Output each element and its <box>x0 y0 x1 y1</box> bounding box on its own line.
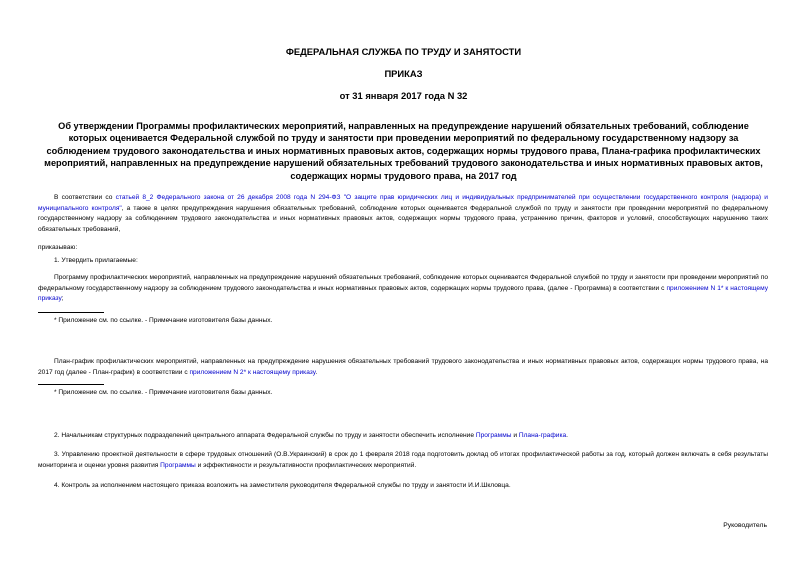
footnote-divider <box>38 312 104 313</box>
plan-schedule-link[interactable]: Плана-графика <box>518 432 567 439</box>
item-2-text: 2. Начальникам структурных подразделений центрального аппарата Федеральной службы по труду и занятости обеспечить исполнение <box>54 432 476 439</box>
item-3-text: 3. Управлению проектной деятельности в сфере трудовых отношений (О.В.Украинский) в срок до 1 февраля 2018 года подготовить доклад об итогах профилактической работы за год, который должен включать в себя результаты мониторинга и оценки уровня развития <box>38 451 768 469</box>
item-2 <box>38 431 768 442</box>
item-1: 1. Утвердить прилагаемые: <box>54 257 138 264</box>
plan-text: План-график профилактических мероприятий, направленных на предупреждение нарушения обязательных требований трудового законодательства и иных нормативных правовых актов, содержащих нормы трудового права, на 2017 год (далее - План-график) в соответствии с <box>38 358 768 376</box>
preamble-paragraph <box>38 193 768 235</box>
document-title: Об утверждении Программы профилактических мероприятий, направленных на предупреждение нарушений обязательных требований, соблюдение которых оценивается Федеральной службой по труду и занятости при проведении мероприятий по федеральному государственному надзору за соблюдением трудового законодательства и иных нормативных правовых актов, содержащих нормы трудового права, Плана-графика профилактических мероприятий, направленных на предупреждение нарушений обязательных требований трудового законодательства и иных нормативных правовых актов, содержащих нормы трудового права, на 2017 год <box>44 121 763 181</box>
item-3 <box>38 450 768 471</box>
law-link[interactable]: статьей 8_2 Федерального закона от 26 декабря 2008 года N 294-ФЗ "О защите прав юридических лиц и индивидуальных предпринимателей при осуществлении государственного контроля (надзора) и муниципального контроля" <box>38 194 768 212</box>
signature-title: Руководитель <box>723 522 767 529</box>
item-3-end: и эффективности и результативности профилактических мероприятий. <box>195 461 417 469</box>
program-text: Программу профилактических мероприятий, направленных на предупреждение нарушений обязательных требований, соблюдение которых оценивается Федеральной службой по труду и занятости при проведении мероприятий по федеральному государственному надзору за соблюдением трудового законодательства и иных нормативных правовых актов, содержащих нормы трудового права, (далее - Программа) в соответствии с <box>38 274 768 292</box>
item-2-and: и <box>511 432 519 439</box>
preamble-text-cont: , а также в целях предупреждения нарушения обязательных требований, соблюдение которых оценивается Федеральной службой по труду и занятости при проведении мероприятий по федеральному государственному надзору за соблюдением трудового законодательства и иных нормативных правовых актов, содержащих нормы трудового права, устранению причин, факторов и условий, способствующих нарушению таких обязательных требований, <box>38 204 769 233</box>
item-4: 4. Контроль за исполнением настоящего приказа возложить на заместителя руководителя Федеральной службы по труду и занятости И.И.Шкловца. <box>54 482 511 489</box>
footnote-2: * Приложение см. по ссылке. - Примечание изготовителя базы данных. <box>54 389 273 396</box>
footnote-1: * Приложение см. по ссылке. - Примечание изготовителя базы данных. <box>54 317 273 324</box>
doc-type: ПРИКАЗ <box>384 68 423 79</box>
order-word: приказываю: <box>38 244 78 251</box>
program-link[interactable]: Программы <box>475 432 512 439</box>
appendix-2-link[interactable]: приложением N 2* к настоящему приказу <box>189 368 316 376</box>
program-paragraph <box>38 273 768 305</box>
program-text-end: ; <box>61 295 64 302</box>
plan-paragraph <box>38 357 768 378</box>
doc-date-number: от 31 января 2017 года N 32 <box>339 90 468 101</box>
footnote-divider <box>38 384 104 385</box>
item-2-end: . <box>566 432 568 439</box>
preamble-text: В соответствии со <box>54 194 116 201</box>
program-link[interactable]: Программы <box>160 461 196 469</box>
plan-text-end: . <box>315 368 318 376</box>
agency-name: ФЕДЕРАЛЬНАЯ СЛУЖБА ПО ТРУДУ И ЗАНЯТОСТИ <box>285 46 522 57</box>
appendix-1-link[interactable]: приложением N 1* к настоящему приказу <box>38 284 768 302</box>
